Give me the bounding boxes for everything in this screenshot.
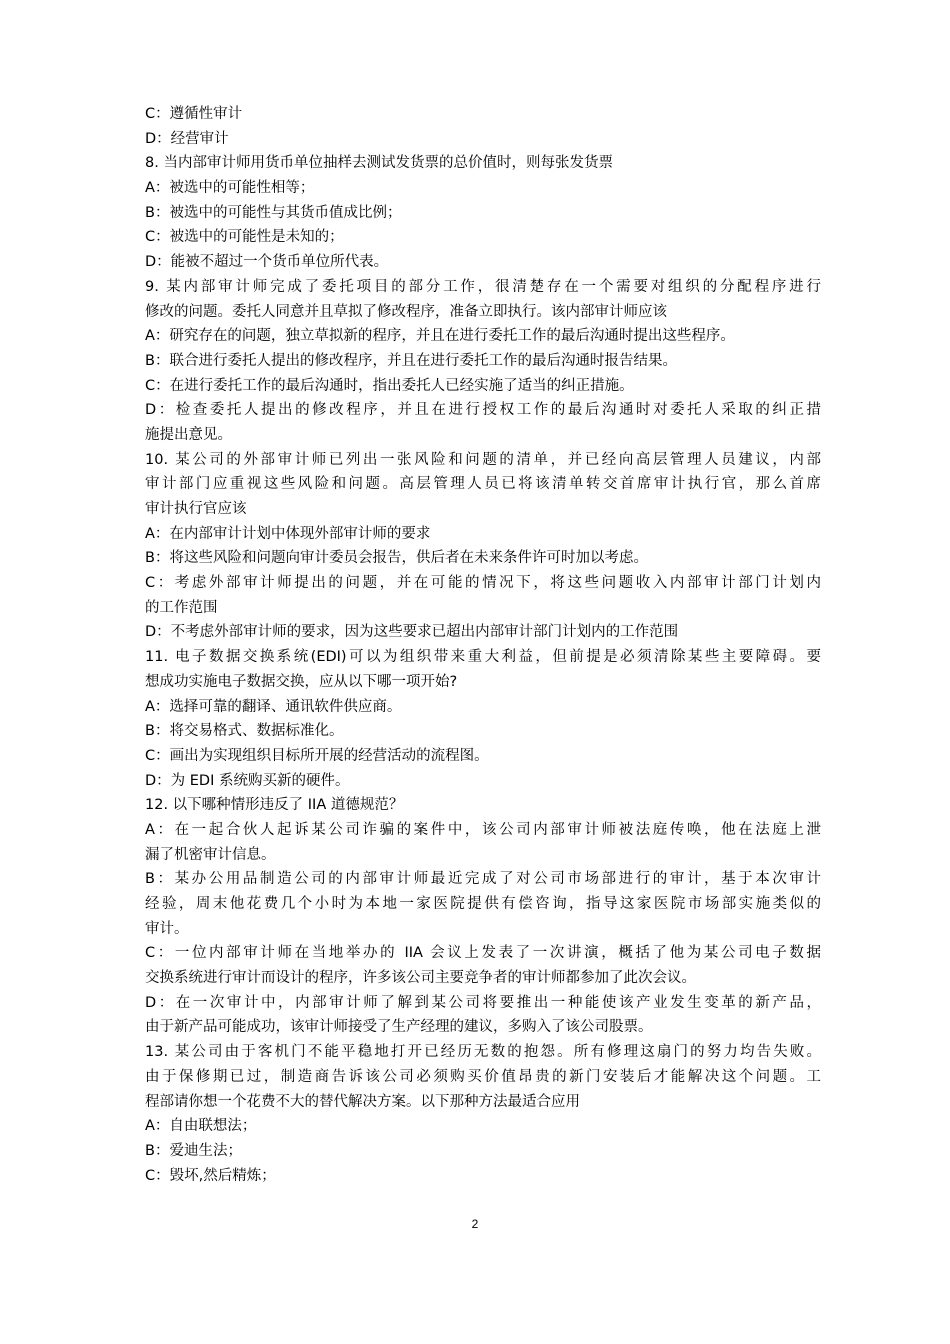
text-line: 交换系统进行审计而设计的程序，许多该公司主要竞争者的审计师都参加了此次会议。 (145, 970, 696, 987)
text-line: 10. 某公司的外部审计师已列出一张风险和问题的清单，并已经向高层管理人员建议，内部 (145, 451, 821, 468)
text-line: B：将这些风险和问题向审计委员会报告，供后者在未来条件许可时加以考虑。 (145, 550, 648, 567)
text-line: 13. 某公司由于客机门不能平稳地打开已经历无数的抱怨。所有修理这扇门的努力均告失败。 (145, 1044, 821, 1061)
text-line: C：毁坏,然后精炼； (145, 1167, 276, 1184)
text-line: 经验，周末他花费几个小时为本地一家医院提供有偿咨询，指导这家医院市场部实施类似的 (145, 896, 821, 912)
text-line: 9. 某内部审计师完成了委托项目的部分工作，很清楚存在一个需要对组织的分配程序进行 (145, 278, 821, 295)
text-line: 11. 电子数据交换系统(EDI)可以为组织带来重大利益，但前提是必须清除某些主要障碍。要 (145, 649, 821, 666)
page-number: 2 (471, 1217, 479, 1231)
text-line: A：在内部审计计划中体现外部审计师的要求 (145, 525, 431, 542)
text-line: D：不考虑外部审计师的要求，因为这些要求已超出内部审计部门计划内的工作范围 (145, 624, 679, 641)
text-line: B：将交易格式、数据标准化。 (145, 723, 344, 740)
text-line: C：被选中的可能性是未知的； (145, 229, 344, 246)
text-line: B：联合进行委托人提出的修改程序，并且在进行委托工作的最后沟通时报告结果。 (145, 352, 677, 369)
text-line: 漏了机密审计信息。 (145, 846, 276, 863)
text-line: A：自由联想法； (145, 1118, 257, 1135)
text-line: C：考虑外部审计师提出的问题，并在可能的情况下，将这些问题收入内部审计部门计划内 (145, 575, 821, 592)
text-line: 的工作范围 (145, 599, 218, 616)
text-line: B：爱迪生法； (145, 1142, 242, 1159)
text-line: 12. 以下哪种情形违反了 IIA 道德规范？ (145, 797, 404, 814)
text-line: 由于新产品可能成功，该审计师接受了生产经理的建议，多购入了该公司股票。 (145, 1019, 653, 1036)
text-line: 8. 当内部审计师用货币单位抽样去测试发货票的总价值时，则每张发货票 (145, 155, 613, 172)
text-line: D：经营审计 (145, 130, 229, 147)
text-line: C：画出为实现组织目标所开展的经营活动的流程图。 (145, 747, 489, 764)
text-line: 审计执行官应该 (145, 501, 247, 517)
text-line: A：研究存在的问题，独立草拟新的程序，并且在进行委托工作的最后沟通时提出这些程序。 (145, 328, 735, 345)
text-line: 审计部门应重视这些风险和问题。高层管理人员已将该清单转交首席审计执行官，那么首席 (145, 476, 821, 493)
document-body (145, 102, 821, 1188)
text-line: D：在一次审计中，内部审计师了解到某公司将要推出一种能使该产业发生变革的新产品， (145, 994, 821, 1011)
text-line: 修改的问题。委托人同意并且草拟了修改程序，准备立即执行。该内部审计师应该 (145, 303, 667, 320)
text-line: 施提出意见。 (145, 426, 232, 443)
text-line: A：在一起合伙人起诉某公司诈骗的案件中，该公司内部审计师被法庭传唤，他在法庭上泄 (145, 821, 821, 838)
text-line: D：检查委托人提出的修改程序，并且在进行授权工作的最后沟通时对委托人采取的纠正措 (145, 402, 821, 419)
text-line: A：被选中的可能性相等； (145, 180, 315, 197)
text-line: A：选择可靠的翻译、通讯软件供应商。 (145, 698, 402, 715)
text-line: 由于保修期已过，制造商告诉该公司必须购买价值昂贵的新门安装后才能解决这个问题。工 (145, 1068, 821, 1085)
text-line: B：某办公用品制造公司的内部审计师最近完成了对公司市场部进行的审计，基于本次审计 (145, 871, 821, 888)
text-line: D：能被不超过一个货币单位所代表。 (145, 254, 389, 271)
text-line: 程部请你想一个花费不大的替代解决方案。以下那种方法最适合应用 (145, 1093, 580, 1110)
text-line: C：在进行委托工作的最后沟通时，指出委托人已经实施了适当的纠正措施。 (145, 377, 634, 394)
text-line: 审计。 (145, 920, 189, 937)
text-line: B：被选中的可能性与其货币值成比例； (145, 204, 402, 221)
text-line: D：为 EDI 系统购买新的硬件。 (145, 772, 350, 789)
text-line: C：一位内部审计师在当地举办的 IIA 会议上发表了一次讲演，概括了他为某公司电子数据 (145, 945, 821, 962)
text-line: C：遵循性审计 (145, 106, 243, 122)
text-line: 想成功实施电子数据交换，应从以下哪一项开始? (145, 673, 458, 690)
